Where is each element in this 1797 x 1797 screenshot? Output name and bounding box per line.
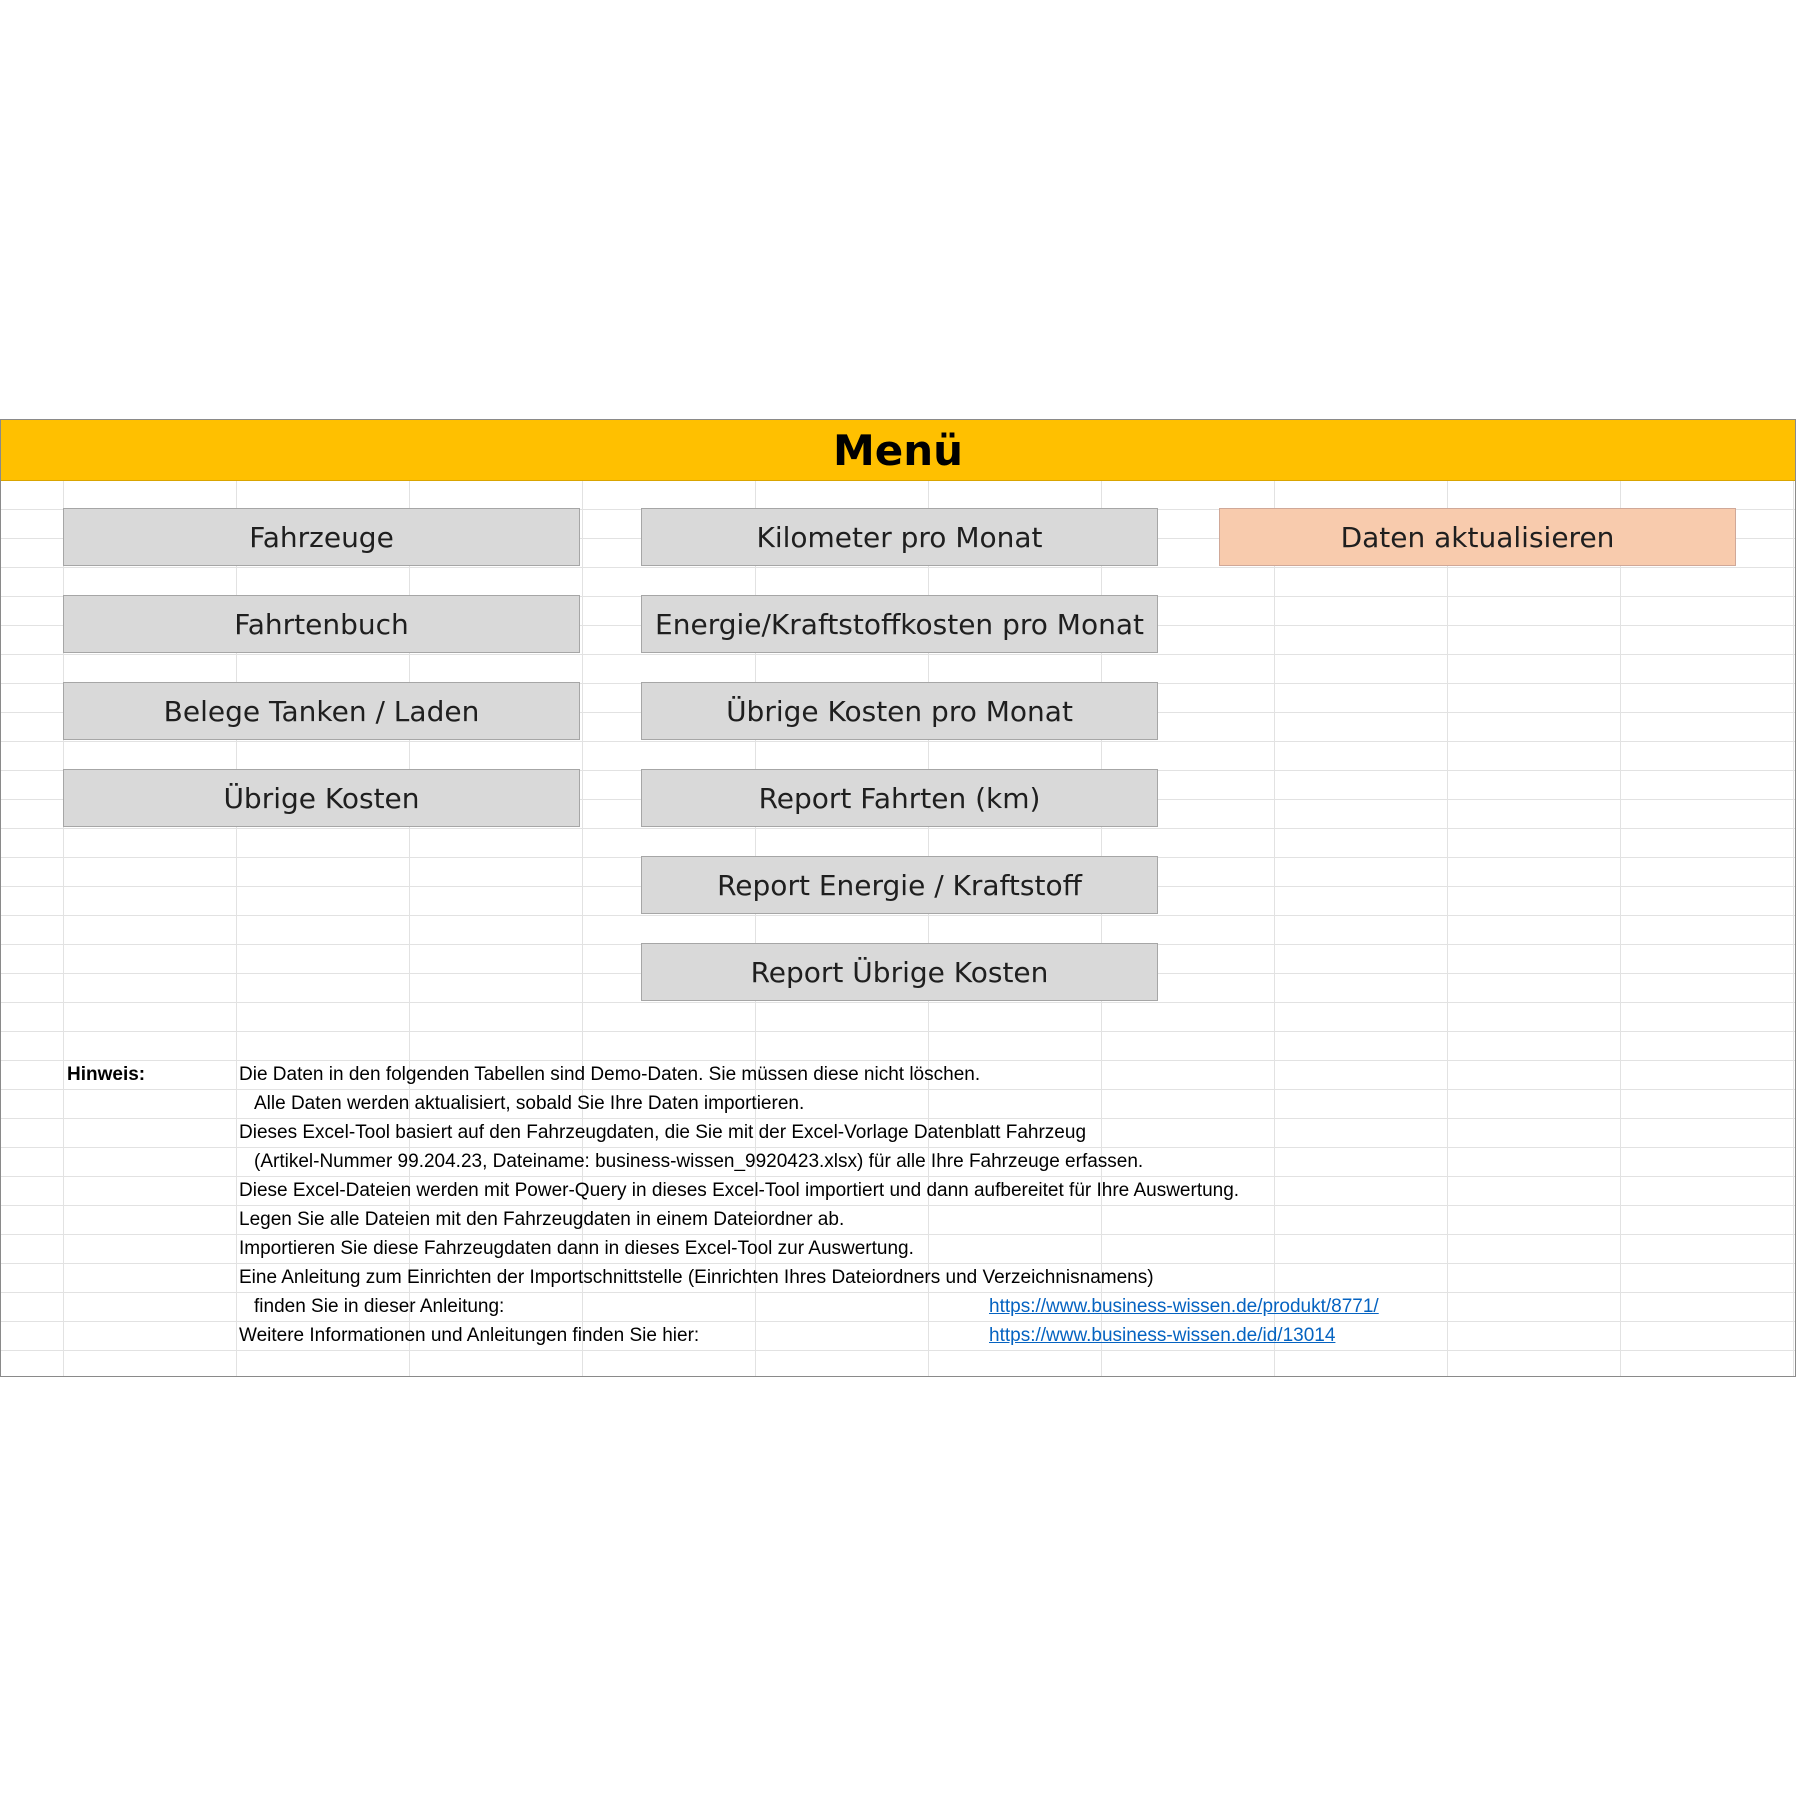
energie-kraftstoffkosten-button[interactable]: Energie/Kraftstoffkosten pro Monat — [641, 595, 1158, 653]
info-link[interactable]: https://www.business-wissen.de/id/13014 — [989, 1325, 1336, 1346]
kilometer-pro-monat-button[interactable]: Kilometer pro Monat — [641, 508, 1158, 566]
fahrtenbuch-button[interactable]: Fahrtenbuch — [63, 595, 580, 653]
guide-link[interactable]: https://www.business-wissen.de/produkt/8771/ — [989, 1296, 1379, 1317]
hint-line: Eine Anleitung zum Einrichten der Importschnittstelle (Einrichten Ihres Dateiordners und Verzeichnisnamens) — [239, 1267, 1154, 1288]
report-energie-kraftstoff-button[interactable]: Report Energie / Kraftstoff — [641, 856, 1158, 914]
uebrige-kosten-button[interactable]: Übrige Kosten — [63, 769, 580, 827]
hint-line: Weitere Informationen und Anleitungen finden Sie hier: — [239, 1325, 700, 1346]
belege-tanken-laden-button[interactable]: Belege Tanken / Laden — [63, 682, 580, 740]
fahrzeuge-button[interactable]: Fahrzeuge — [63, 508, 580, 566]
hint-line: (Artikel-Nummer 99.204.23, Dateiname: business-wissen_9920423.xlsx) für alle Ihre Fahrzeuge erfassen. — [254, 1151, 1144, 1172]
hint-line: Legen Sie alle Dateien mit den Fahrzeugdaten in einem Dateiordner ab. — [239, 1209, 845, 1230]
menu-title: Menü — [1, 420, 1795, 481]
uebrige-kosten-pro-monat-button[interactable]: Übrige Kosten pro Monat — [641, 682, 1158, 740]
hint-line: finden Sie in dieser Anleitung: — [254, 1296, 505, 1317]
hint-line: Diese Excel-Dateien werden mit Power-Query in dieses Excel-Tool importiert und dann aufbereitet für Ihre Auswertung. — [239, 1180, 1240, 1201]
hint-line: Die Daten in den folgenden Tabellen sind Demo-Daten. Sie müssen diese nicht löschen. — [239, 1064, 981, 1085]
report-uebrige-kosten-button[interactable]: Report Übrige Kosten — [641, 943, 1158, 1001]
hint-label: Hinweis: — [67, 1064, 146, 1085]
spreadsheet-menu-sheet — [0, 419, 1796, 1377]
daten-aktualisieren-button[interactable]: Daten aktualisieren — [1219, 508, 1736, 566]
hint-line: Alle Daten werden aktualisiert, sobald Sie Ihre Daten importieren. — [254, 1093, 805, 1114]
hint-line: Importieren Sie diese Fahrzeugdaten dann in dieses Excel-Tool zur Auswertung. — [239, 1238, 914, 1259]
report-fahrten-button[interactable]: Report Fahrten (km) — [641, 769, 1158, 827]
hint-line: Dieses Excel-Tool basiert auf den Fahrzeugdaten, die Sie mit der Excel-Vorlage Datenblatt Fahrzeug — [239, 1122, 1087, 1143]
